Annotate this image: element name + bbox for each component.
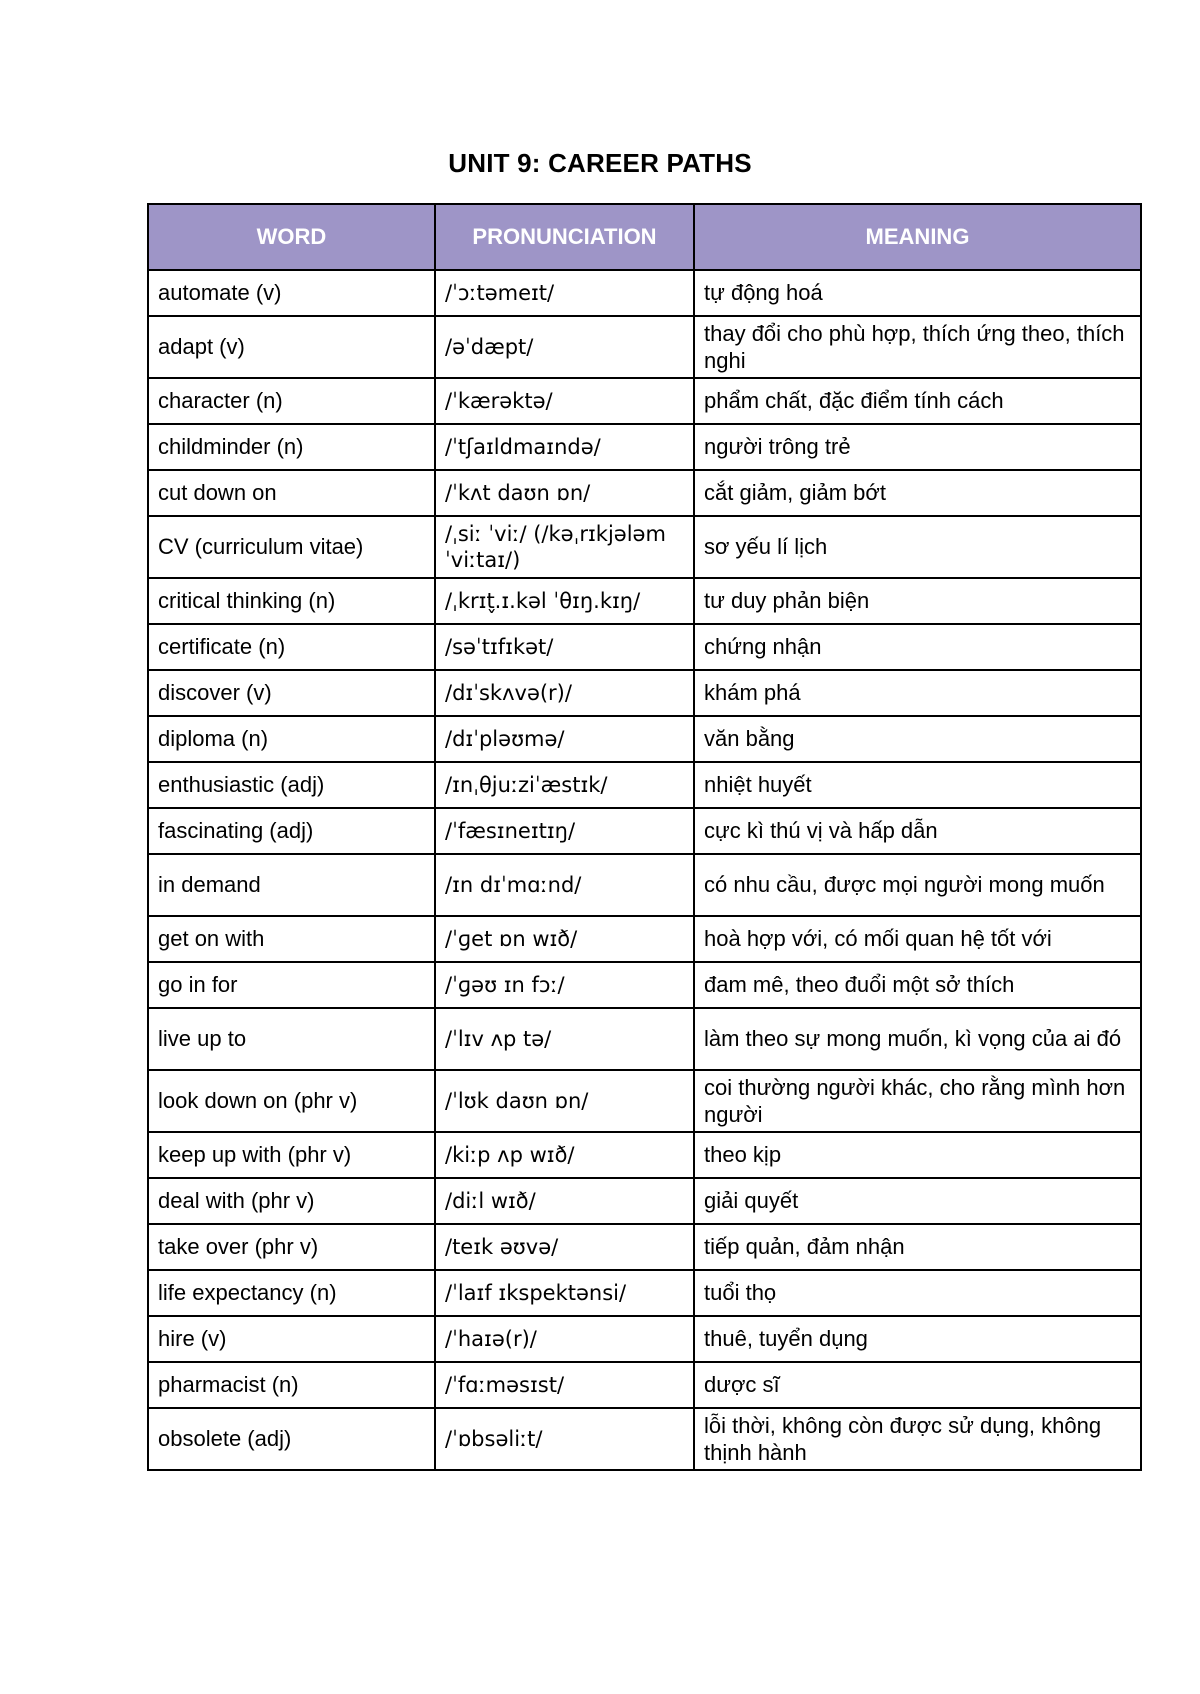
meaning-cell: cực kì thú vị và hấp dẫn (694, 808, 1141, 854)
meaning-cell: cắt giảm, giảm bớt (694, 470, 1141, 516)
table-row (148, 854, 1141, 916)
meaning-cell: có nhu cầu, được mọi người mong muốn (694, 854, 1141, 916)
table-row (148, 378, 1141, 424)
pronunciation-cell: /ˈɡəʊ ɪn fɔː/ (435, 962, 694, 1008)
table-row (148, 424, 1141, 470)
pronunciation-cell: /ˈɒbsəliːt/ (435, 1408, 694, 1470)
word-cell: in demand (148, 854, 435, 916)
word-cell: childminder (n) (148, 424, 435, 470)
meaning-cell: nhiệt huyết (694, 762, 1141, 808)
pronunciation-cell: /ˈlʊk daʊn ɒn/ (435, 1070, 694, 1132)
meaning-cell: sơ yếu lí lịch (694, 516, 1141, 578)
table-row (148, 470, 1141, 516)
meaning-cell: người trông trẻ (694, 424, 1141, 470)
table-row (148, 624, 1141, 670)
word-cell: discover (v) (148, 670, 435, 716)
pronunciation-cell: /ˌkrɪt̬.ɪ.kəl ˈθɪŋ.kɪŋ/ (435, 578, 694, 624)
meaning-cell: đam mê, theo đuổi một sở thích (694, 962, 1141, 1008)
pronunciation-cell: /dɪˈpləʊmə/ (435, 716, 694, 762)
table-row (148, 1132, 1141, 1178)
table-row (148, 1008, 1141, 1070)
header-pronunciation: PRONUNCIATION (435, 204, 694, 270)
meaning-cell: phẩm chất, đặc điểm tính cách (694, 378, 1141, 424)
pronunciation-cell: /əˈdæpt/ (435, 316, 694, 378)
word-cell: look down on (phr v) (148, 1070, 435, 1132)
table-row (148, 762, 1141, 808)
word-cell: CV (curriculum vitae) (148, 516, 435, 578)
table-header-row (148, 204, 1141, 270)
meaning-cell: lỗi thời, không còn được sử dụng, không thịnh hành (694, 1408, 1141, 1470)
word-cell: fascinating (adj) (148, 808, 435, 854)
word-cell: certificate (n) (148, 624, 435, 670)
word-cell: obsolete (adj) (148, 1408, 435, 1470)
pronunciation-cell: /ˈkʌt daʊn ɒn/ (435, 470, 694, 516)
pronunciation-cell: /dɪˈskʌvə(r)/ (435, 670, 694, 716)
table-row (148, 578, 1141, 624)
table-row (148, 1178, 1141, 1224)
word-cell: deal with (phr v) (148, 1178, 435, 1224)
word-cell: pharmacist (n) (148, 1362, 435, 1408)
header-word: WORD (148, 204, 435, 270)
table-row (148, 1224, 1141, 1270)
meaning-cell: tiếp quản, đảm nhận (694, 1224, 1141, 1270)
word-cell: go in for (148, 962, 435, 1008)
table-row (148, 1070, 1141, 1132)
pronunciation-cell: /ɪn dɪˈmɑːnd/ (435, 854, 694, 916)
table-row (148, 270, 1141, 316)
table-row (148, 716, 1141, 762)
pronunciation-cell: /ˈlɪv ʌp tə/ (435, 1008, 694, 1070)
word-cell: hire (v) (148, 1316, 435, 1362)
pronunciation-cell: /ˈhaɪə(r)/ (435, 1316, 694, 1362)
table-row (148, 916, 1141, 962)
table-row (148, 962, 1141, 1008)
meaning-cell: theo kịp (694, 1132, 1141, 1178)
word-cell: character (n) (148, 378, 435, 424)
meaning-cell: văn bằng (694, 716, 1141, 762)
meaning-cell: chứng nhận (694, 624, 1141, 670)
pronunciation-cell: /diːl wɪð/ (435, 1178, 694, 1224)
meaning-cell: tuổi thọ (694, 1270, 1141, 1316)
word-cell: take over (phr v) (148, 1224, 435, 1270)
meaning-cell: hoà hợp với, có mối quan hệ tốt với (694, 916, 1141, 962)
meaning-cell: giải quyết (694, 1178, 1141, 1224)
meaning-cell: tư duy phản biện (694, 578, 1141, 624)
pronunciation-cell: /səˈtɪfɪkət/ (435, 624, 694, 670)
word-cell: get on with (148, 916, 435, 962)
word-cell: adapt (v) (148, 316, 435, 378)
pronunciation-cell: /kiːp ʌp wɪð/ (435, 1132, 694, 1178)
pronunciation-cell: /ˈtʃaɪldmaɪndə/ (435, 424, 694, 470)
word-cell: cut down on (148, 470, 435, 516)
pronunciation-cell: /ˈɔːtəmeɪt/ (435, 270, 694, 316)
meaning-cell: làm theo sự mong muốn, kì vọng của ai đó (694, 1008, 1141, 1070)
table-row (148, 1270, 1141, 1316)
table-row (148, 1362, 1141, 1408)
pronunciation-cell: /ˌsiː ˈviː/ (/kəˌrɪkjələm ˈviːtaɪ/) (435, 516, 694, 578)
pronunciation-cell: /ˈlaɪf ɪkspektənsi/ (435, 1270, 694, 1316)
table-row (148, 316, 1141, 378)
table-row (148, 1408, 1141, 1470)
pronunciation-cell: /ˈkærəktə/ (435, 378, 694, 424)
table-row (148, 516, 1141, 578)
pronunciation-cell: /ɪnˌθjuːziˈæstɪk/ (435, 762, 694, 808)
meaning-cell: thuê, tuyển dụng (694, 1316, 1141, 1362)
word-cell: automate (v) (148, 270, 435, 316)
meaning-cell: tự động hoá (694, 270, 1141, 316)
word-cell: life expectancy (n) (148, 1270, 435, 1316)
pronunciation-cell: /ˈɡet ɒn wɪð/ (435, 916, 694, 962)
meaning-cell: coi thường người khác, cho rằng mình hơn người (694, 1070, 1141, 1132)
pronunciation-cell: /ˈfɑːməsɪst/ (435, 1362, 694, 1408)
header-meaning: MEANING (694, 204, 1141, 270)
word-cell: live up to (148, 1008, 435, 1070)
word-cell: enthusiastic (adj) (148, 762, 435, 808)
word-cell: diploma (n) (148, 716, 435, 762)
meaning-cell: thay đổi cho phù hợp, thích ứng theo, thích nghi (694, 316, 1141, 378)
word-cell: critical thinking (n) (148, 578, 435, 624)
meaning-cell: dược sĩ (694, 1362, 1141, 1408)
table-row (148, 670, 1141, 716)
word-cell: keep up with (phr v) (148, 1132, 435, 1178)
pronunciation-cell: /teɪk əʊvə/ (435, 1224, 694, 1270)
table-row (148, 808, 1141, 854)
page-title: UNIT 9: CAREER PATHS (448, 148, 752, 178)
pronunciation-cell: /ˈfæsɪneɪtɪŋ/ (435, 808, 694, 854)
vocabulary-table (147, 203, 1142, 1471)
meaning-cell: khám phá (694, 670, 1141, 716)
table-row (148, 1316, 1141, 1362)
